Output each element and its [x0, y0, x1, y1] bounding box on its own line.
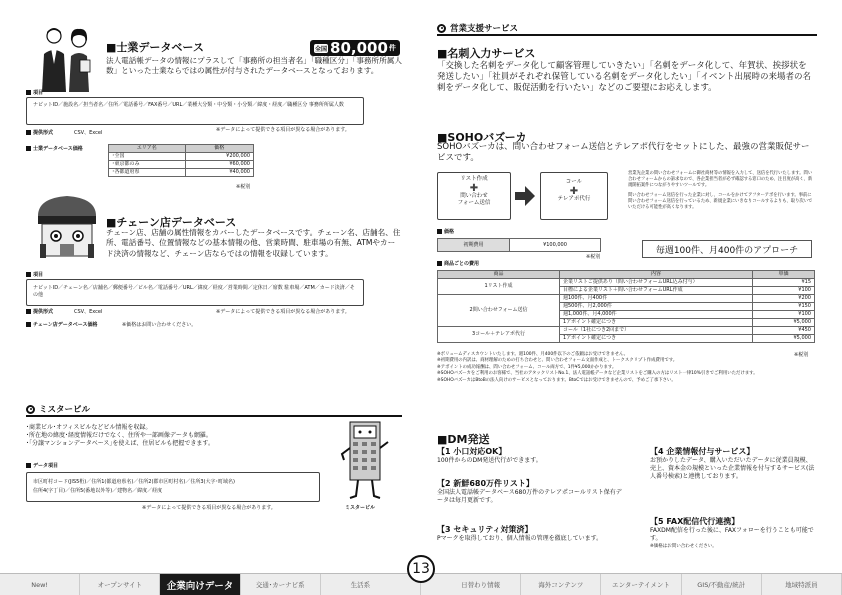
lawyer-tax: ※税別 — [236, 184, 251, 190]
mister-bill-line: ･｢分譲マンションデータベース｣を使えば、住居ビルも把握できます。 — [26, 440, 214, 448]
tab-business-data[interactable]: 企業向けデータ — [160, 574, 240, 595]
soho-notes: ※ボリュームディスカウントいたします。週100件、月400件以下のご依頼はお受けできません。 ※初期費用の内訳は、商材理解のための打ち合わせと、問い合わせフォーム文面作成と、トークスクリプト作成費用です。 ※アポイントの成功報酬は、問い合わせフォーム、コール両方で、1件¥5,000かかります。 ※SOHOバズーカをご利用のお客様で、当社のアタックリストNo.1、法人電話帳データなど企業リストをご購入の方はリスト一律10%引きでご利用いただけます。 ※SOHOバズーカはBtoBの法人向けのサービスとなっております。BtoCではお受けできませんので、予めご了承下さい。 — [437, 352, 758, 383]
badge-suffix: 件 — [388, 44, 396, 52]
mister-bill-line: ･所在地の緯度･経度情報だけでなく、住所や一部画像データも網羅。 — [26, 432, 212, 440]
flow-arrow-icon — [515, 186, 535, 206]
table-row: 1アポイント確定につき ¥5,000 — [438, 335, 815, 343]
flow-box-call: コール ✚ テレアポ代行 — [540, 172, 608, 220]
per-item-label: 商品ごとの費用 — [437, 261, 479, 268]
lawyer-format: CSV、Excel — [74, 130, 103, 136]
tab-entertainment[interactable]: エンターテイメント — [601, 574, 681, 595]
chain-store-illustration — [32, 192, 102, 262]
lawyer-db-title: ■士業データベース — [106, 41, 204, 54]
table-row: ･東京都のみ ¥60,000 — [109, 161, 254, 169]
lawyer-items-label: 項目 — [26, 90, 43, 97]
initial-cost-value: ¥100,000 — [510, 239, 601, 252]
soho-description: SOHOバズーカは、問い合わせフォーム送信とテレアポ代行をセットにした、最強の営業販促サービスです。 — [437, 142, 810, 164]
approach-callout: 毎週100件、月400件のアプローチ — [642, 240, 812, 258]
badge-prefix: 全国 — [315, 45, 328, 53]
lawyer-count-badge — [310, 40, 400, 56]
initial-cost-label: 初期費用 — [438, 239, 510, 252]
tab-gis[interactable]: GIS/不動産/統計 — [682, 574, 762, 595]
mister-bill-mascot-label: ミスタービル — [345, 505, 376, 511]
plus-icon: ✚ — [469, 182, 479, 194]
lawyer-description: 法人電話帳データの情報にプラスして「事務所の担当者名」「職種区分」「事務所所属人数」といった士業ならではの属性が付与されたデータベースとなっております。 — [106, 56, 402, 76]
lawyer-note: ※データによって提供できる項目が異なる場合があります。 — [216, 127, 350, 133]
soho-price-label: 価格 — [437, 229, 454, 236]
dm-block-5: 【5 FAX配信代行連携】 FAXDM配信を行った後に、FAXフォローを行うことも可能です。 ※価格はお問い合わせください。 — [650, 517, 814, 550]
lawyer-format-label: 提供形式 — [26, 130, 53, 137]
card-input-title: ■名刺入力サービス — [437, 47, 536, 60]
table-row: 週1,000件、月4,000件 ¥100 — [438, 311, 815, 319]
business-people-illustration — [34, 24, 100, 94]
tab-traffic-navi[interactable]: 交通･カーナビ系 — [241, 574, 321, 595]
chain-price-note: ※価格はお問い合わせください。 — [122, 322, 197, 328]
tab-regional[interactable]: 地域特派員 — [762, 574, 842, 595]
lawyer-price-table — [108, 144, 254, 177]
table-row: 2問い合わせフォーム送信 週100件、月400件 ¥200 — [438, 295, 815, 303]
badge-number: 80,000 — [330, 39, 388, 57]
dm-block-1: 【1 小口対応OK】 100件からのDM発送代行ができます。 — [437, 447, 542, 464]
section-bullet-icon — [437, 24, 446, 33]
chain-description: チェーン店、店舗の属性情報をカバーしたデータベースです。チェーン名、店舗名、住所、電話番号、位置情報などの基本情報の他、営業時間、駐車場の有無、ATMやカード決済の情報など、チェーン店ならではの情報を収録しています。 — [106, 228, 401, 258]
soho-side-text: 営業先企業の問い合わせフォームに御社商材等の情報を入力して、送信を代行いたします。問い合わせフォームからの訴求なので、各企業担当者が必ず確認する窓口のため、注目度が高く、新規開拓案件につながりやすいツールです。 問い合わせフォーム送信を行った企業に対し、コールをかけてアフターアポを行います。事前に問い合わせフォーム送信を行っているため、新規企業にいきなりコールするよりも、取り次いでいただける可能性が高くなります。 — [628, 171, 813, 211]
plus-icon: ✚ — [569, 185, 579, 197]
soho-tax-2: ※税別 — [794, 352, 809, 358]
table-row: 目標による企業リスト＋問い合わせフォームURL作成 ¥100 — [438, 287, 815, 295]
tab-life[interactable]: 生活系 — [321, 574, 421, 595]
lawyer-items-box: ナビットID／施設名／担当者名／住所／電話番号／FAX番号／URL／業種大分類・中分類・小分類／緯度・経度／職種区分 事務所所属人数 — [26, 97, 364, 125]
chain-format-label: 提供形式 — [26, 309, 53, 316]
mister-bill-note: ※データによって提供できる項目が異なる場合があります。 — [142, 505, 276, 511]
page-number: 13 — [407, 555, 435, 583]
price-col-price: 価格 — [185, 145, 253, 153]
chain-items-box: ナビットID／チェーン名／店舗名／郵便番号／ビル名／電話番号／URL／緯度／経度／営業時間／定休日／席数 駐車場／ATM／カード決済／その他 — [26, 279, 364, 306]
card-input-description: 「交換した名刺をデータ化して顧客管理していきたい」「名刺をデータ化して、年賀状、挨拶状を発送したい」「社員がそれぞれ保管している名刺をデータ化したい」「イベント出展時の来場者の名刺をデータ化して、販促活動を行いたい」などのご要望にお応えします。 — [437, 61, 812, 94]
flow-box-list: リスト作成 ✚ 問い合わせ フォーム送信 — [437, 172, 511, 220]
tab-open-site[interactable]: オープンサイト — [80, 574, 160, 595]
mister-bill-mascot-icon — [340, 420, 390, 502]
chain-note: ※データによって提供できる項目が異なる場合があります。 — [216, 309, 350, 315]
dm-block-4: 【4 企業情報付与サービス】 お預かりしたデータ、購入いただいたデータに従業員規模、売上、資本金の規模といった企業情報を付与するサービス(法人番号検索)と連携しております。 — [650, 447, 815, 481]
tab-new[interactable]: New! — [0, 574, 80, 595]
table-row: 3コール＋テレアポ代行 コール（1社につき2回まで） ¥450 — [438, 327, 815, 335]
price-col-area: エリア名 — [109, 145, 186, 153]
mister-bill-line: ･商業ビル･オフィスビルなどビル情報を収録。 — [26, 424, 152, 431]
dm-block-2: 【2 新鮮680万件リスト】 全国法人電話帳データベース680万件のテレアポコールリスト保有データは毎月更新です。 — [437, 479, 622, 505]
table-row: 1リスト作成 企業リストご提供あり（問い合わせフォームURL込み付与） ¥15 — [438, 279, 815, 287]
mister-bill-items-label: データ項目 — [26, 463, 58, 470]
mister-bill-items-box: 市区町村コード(JIS5桁)／住所1(都道府県名)／住所2(郡市区町村名)／住所3(大字･町域名) 住所4(字丁目)／住所5(番地以外等)／建物名／緯度／経度 — [26, 472, 320, 502]
soho-cost-table: 商品 内容 単価 1リスト作成 企業リストご提供あり（問い合わせフォームURL込み付与） ¥15 目標による企業リスト＋問い合わせフォームURL作成 ¥100 2問い合わせフォーム送信 週100件、月400件 ¥200 週500件、月2,000件 ¥150 週1,000件、月4,000件 ¥100 1アポイント確定につき ¥5,000 3コール＋テレアポ代行 コール（1社につき2回まで） ¥450 1アポイント確定につき ¥5,000 — [437, 270, 815, 343]
table-row: ･各都道府県 ¥40,000 — [109, 169, 254, 177]
tab-overseas[interactable]: 海外コンテンツ — [521, 574, 601, 595]
soho-initial-table — [437, 238, 601, 252]
lawyer-price-table-label: 士業データベース価格 — [26, 146, 83, 153]
chain-items-label: 項目 — [26, 272, 43, 279]
table-row: ･全国 ¥200,000 — [109, 153, 254, 161]
table-row: 1アポイント確定につき ¥5,000 — [438, 319, 815, 327]
soho-tax: ※税別 — [586, 254, 601, 260]
chain-format: CSV、Excel — [74, 309, 103, 315]
soho-title: ■SOHOバズーカ — [437, 131, 527, 144]
chain-db-title: ■チェーン店データベース — [106, 216, 237, 229]
dm-block-3: 【3 セキュリティ対策済】 Pマークを取得しており、個人情報の管理を徹底しています。 — [437, 525, 603, 542]
tab-daily-info[interactable]: 日替わり情報 — [421, 574, 521, 595]
chain-price-label: チェーン店データベース価格 — [26, 322, 98, 329]
mister-bill-heading: ミスタービル — [26, 403, 402, 417]
mister-bill-lines — [26, 424, 326, 448]
sales-support-heading: 営業支援サービス — [437, 22, 817, 36]
section-bullet-icon — [26, 405, 35, 414]
table-row: 週500件、月2,000件 ¥150 — [438, 303, 815, 311]
dm-title: ■DM発送 — [437, 433, 490, 446]
